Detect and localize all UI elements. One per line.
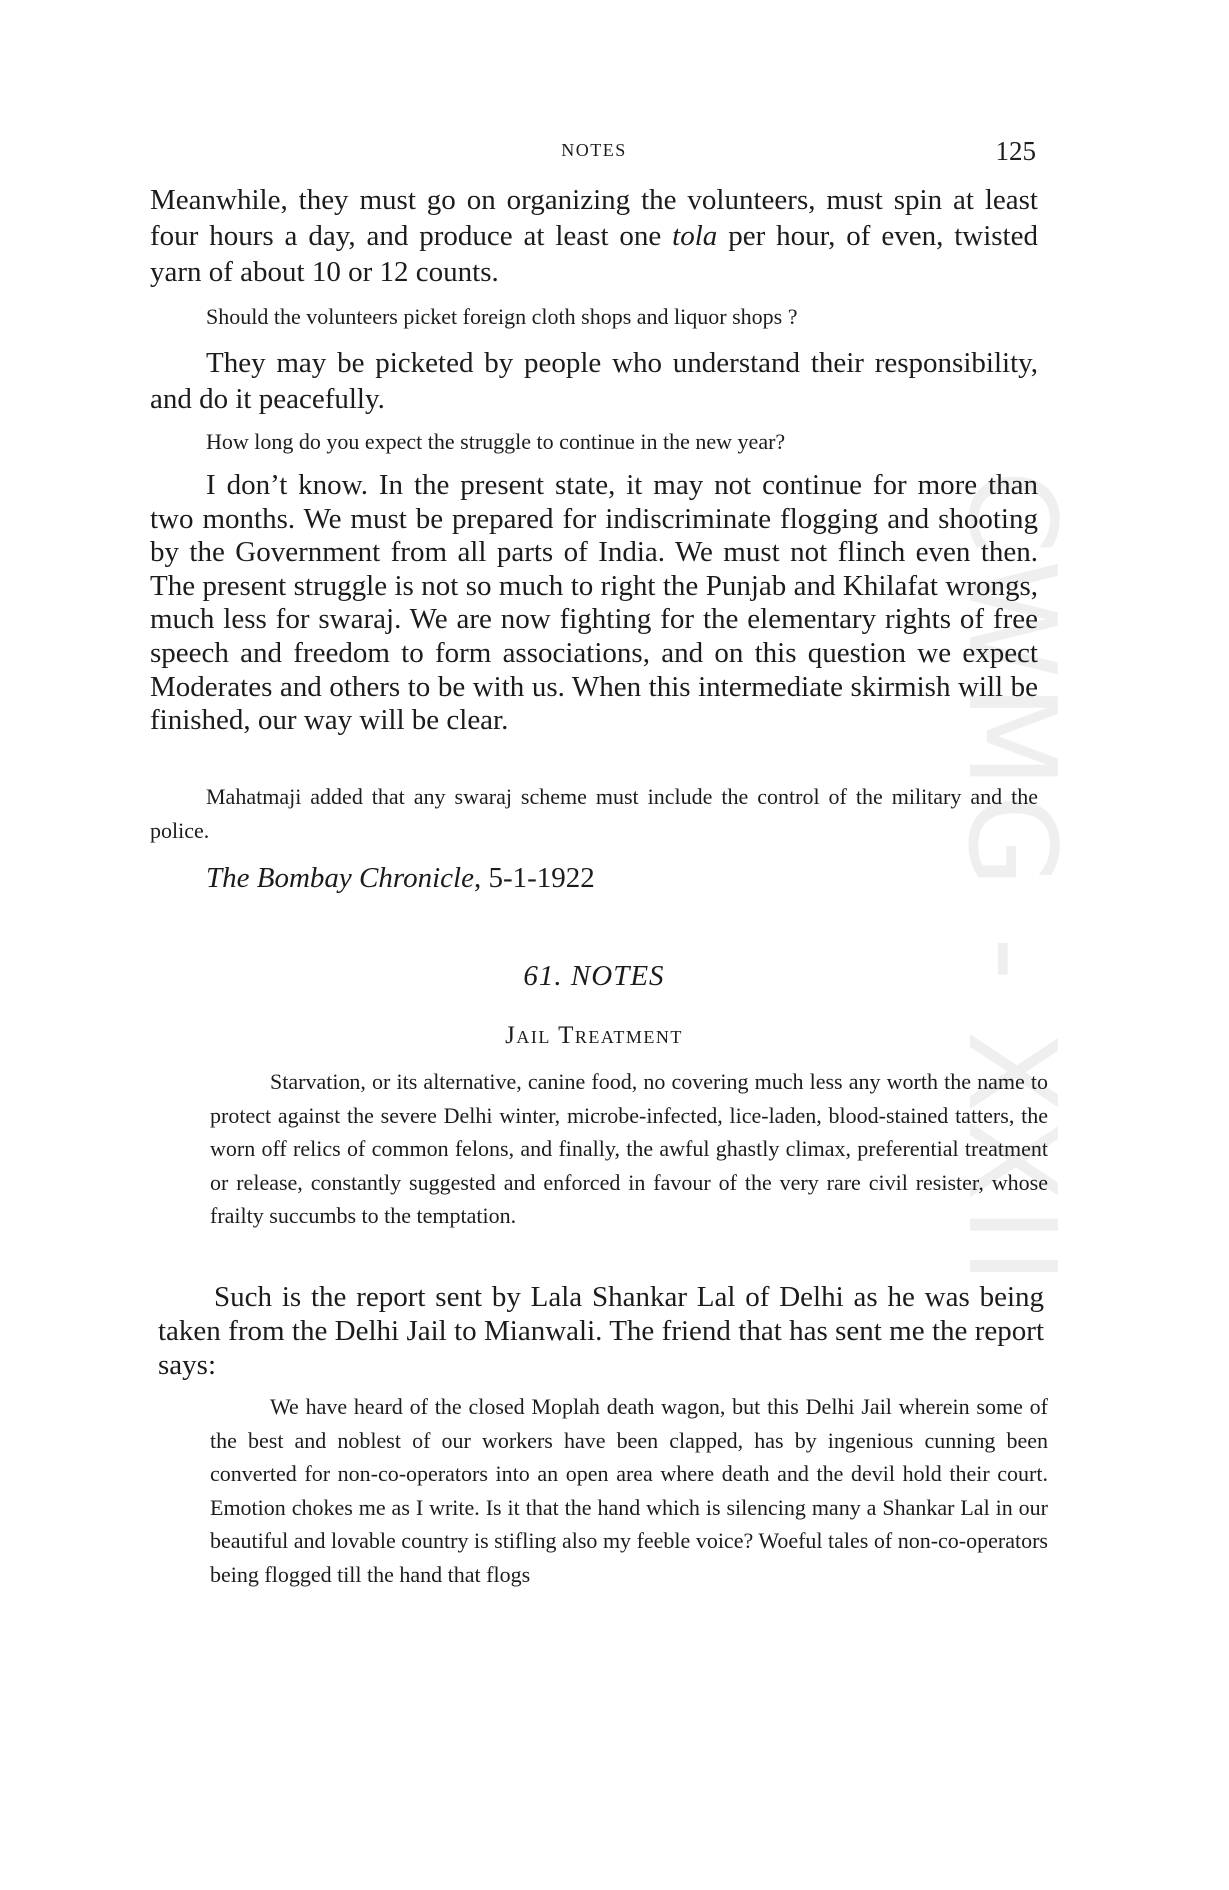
paragraph-volunteers <box>150 182 1038 290</box>
para1-text-b: per hour, of even, twisted yarn of about 10 or 12 counts. <box>150 220 1038 288</box>
question2-text: How long do you expect the struggle to continue in the new year? <box>206 429 786 454</box>
page-number: 125 <box>995 136 1036 166</box>
question1-text: Should the volunteers picket foreign cloth shops and liquor shops ? <box>206 304 798 329</box>
question-picketing <box>150 300 1038 334</box>
para1-text-a: Meanwhile, they must go on organizing the volunteers, must spin at least four hours a day, and produce at least one <box>150 184 1038 252</box>
question-struggle <box>150 425 1038 459</box>
added-note-text: Mahatmaji added that any swaraj scheme must include the control of the military and the police. <box>150 784 1038 843</box>
answer-picketing <box>150 345 1038 417</box>
section-title: 61. NOTES <box>523 960 665 992</box>
source-date: , 5-1-1922 <box>473 862 595 894</box>
section-subheading: Jail Treatment <box>505 1022 683 1049</box>
source-citation <box>150 860 1038 896</box>
watermark-text: CWMG - XXII <box>941 470 1080 1290</box>
running-head <box>152 136 1036 166</box>
paragraph-report <box>158 1280 1044 1382</box>
quote1-text: Starvation, or its alternative, canine food, no covering much less any worth the name to protect against the severe Delhi winter, microbe-infected, lice-laden, blood-stained tatters, the worn off relics of common felons, and finally, the awful ghastly climax, preferential treatment or release, constantly suggested and enforced in favour of the very rare civil resister, whose frailty succumbs to the temptation. <box>210 1069 1048 1228</box>
added-note <box>150 780 1038 848</box>
running-head-title: NOTES <box>561 140 627 160</box>
para1-italic-term: tola <box>672 220 718 252</box>
source-publication: The Bombay Chronicle <box>206 862 474 894</box>
quote2-text: We have heard of the closed Moplah death wagon, but this Delhi Jail wherein some of the best and noblest of our workers have been clapped, has by ingenious cunning been converted for non-co-operators into an open area where death and the devil hold their court. Emotion chokes me as I write. Is it that the hand which is silencing many a Shankar Lal in our beautiful and lovable country is stifling also my feeble voice? Woeful tales of non-co-operators being flogged till the hand that flogs <box>210 1394 1048 1587</box>
answer1-text: They may be picketed by people who understand their responsibility, and do it peacefully. <box>150 347 1038 415</box>
answer-struggle <box>150 469 1038 738</box>
body2-text: Such is the report sent by Lala Shankar Lal of Delhi as he was being taken from the Delhi Jail to Mianwali. The friend that has sent me the report says: <box>158 1281 1044 1381</box>
answer2-text: I don’t know. In the present state, it may not continue for more than two months. We must be prepared for indiscriminate flogging and shooting by the Government from all parts of India. We must not flinch even then. The present struggle is not so much to right the Punjab and Khilafat wrongs, much less for swaraj. We are now fighting for the elementary rights of free speech and freedom to form associations, and on this question we expect Moderates and others to be with us. When this intermediate skirmish will be finished, our way will be clear. <box>150 469 1038 737</box>
quote-jail-conditions <box>210 1065 1048 1233</box>
quote-delhi-jail <box>210 1390 1048 1591</box>
